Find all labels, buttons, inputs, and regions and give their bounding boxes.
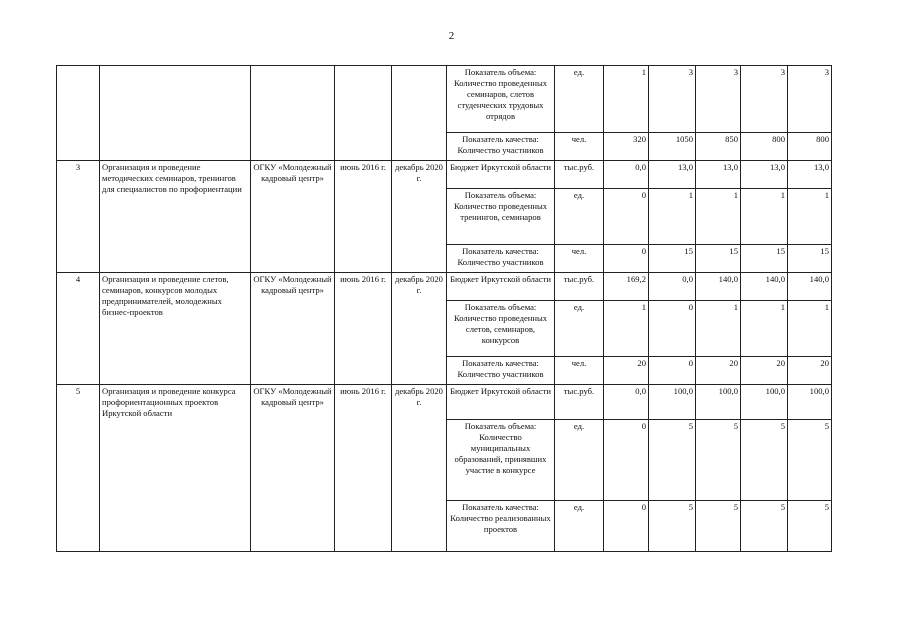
start-date: июнь 2016 г.	[335, 273, 392, 385]
indicator-value: 0,0	[604, 161, 649, 189]
indicator-value: 1	[741, 301, 788, 357]
indicator-value: 20	[788, 357, 832, 385]
indicator-value: 100,0	[696, 385, 741, 420]
indicator-value: 0,0	[649, 273, 696, 301]
indicator-unit: тыс.руб.	[555, 385, 604, 420]
activity-title: Организация и проведение методических семинаров, тренингов для специалистов по профориентации	[100, 161, 251, 273]
row-number: 3	[57, 161, 100, 273]
indicator-value: 5	[788, 501, 832, 552]
table-row	[57, 161, 832, 189]
executor: ОГКУ «Молодежный кадровый центр»	[251, 161, 335, 273]
row-number: 4	[57, 273, 100, 385]
indicator-value: 3	[788, 66, 832, 133]
indicator-value: 5	[741, 501, 788, 552]
indicator-value: 5	[696, 501, 741, 552]
program-table	[56, 65, 832, 552]
indicator-value: 0	[649, 357, 696, 385]
title-cell	[100, 66, 251, 161]
start-cell	[335, 66, 392, 161]
indicator-value: 1	[604, 301, 649, 357]
indicator-name: Показатель качества: Количество участников	[447, 357, 555, 385]
indicator-value: 5	[696, 420, 741, 501]
indicator-value: 5	[788, 420, 832, 501]
indicator-name: Показатель объема: Количество проведенных семинаров, слетов студенческих трудовых отрядов	[447, 66, 555, 133]
end-cell	[392, 66, 447, 161]
indicator-unit: ед.	[555, 301, 604, 357]
num-cell	[57, 66, 100, 161]
indicator-value: 13,0	[741, 161, 788, 189]
indicator-unit: чел.	[555, 245, 604, 273]
indicator-value: 0	[649, 301, 696, 357]
table-row	[57, 385, 832, 420]
indicator-value: 13,0	[788, 161, 832, 189]
indicator-value: 5	[649, 501, 696, 552]
indicator-value: 3	[649, 66, 696, 133]
table-row	[57, 66, 832, 133]
indicator-name: Бюджет Иркутской области	[447, 273, 555, 301]
indicator-value: 5	[741, 420, 788, 501]
start-date: июнь 2016 г.	[335, 385, 392, 552]
end-date: декабрь 2020 г.	[392, 385, 447, 552]
indicator-value: 169,2	[604, 273, 649, 301]
table-row	[57, 273, 832, 301]
indicator-value: 15	[788, 245, 832, 273]
indicator-value: 0,0	[604, 385, 649, 420]
indicator-value: 1	[788, 189, 832, 245]
indicator-value: 850	[696, 133, 741, 161]
indicator-value: 15	[696, 245, 741, 273]
executor: ОГКУ «Молодежный кадровый центр»	[251, 385, 335, 552]
indicator-value: 1	[604, 66, 649, 133]
indicator-value: 3	[696, 66, 741, 133]
indicator-unit: тыс.руб.	[555, 161, 604, 189]
indicator-name: Бюджет Иркутской области	[447, 161, 555, 189]
end-date: декабрь 2020 г.	[392, 273, 447, 385]
activity-title: Организация и проведение конкурса профориентационных проектов Иркутской области	[100, 385, 251, 552]
indicator-value: 140,0	[741, 273, 788, 301]
indicator-unit: ед.	[555, 501, 604, 552]
indicator-unit: чел.	[555, 357, 604, 385]
indicator-value: 20	[696, 357, 741, 385]
indicator-value: 20	[741, 357, 788, 385]
executor-cell	[251, 66, 335, 161]
indicator-value: 1	[649, 189, 696, 245]
indicator-value: 320	[604, 133, 649, 161]
indicator-unit: тыс.руб.	[555, 273, 604, 301]
indicator-value: 100,0	[788, 385, 832, 420]
indicator-name: Показатель качества: Количество реализованных проектов	[447, 501, 555, 552]
indicator-name: Показатель качества: Количество участников	[447, 245, 555, 273]
indicator-name: Бюджет Иркутской области	[447, 385, 555, 420]
start-date: июнь 2016 г.	[335, 161, 392, 273]
indicator-unit: ед.	[555, 189, 604, 245]
executor: ОГКУ «Молодежный кадровый центр»	[251, 273, 335, 385]
indicator-value: 0	[604, 189, 649, 245]
indicator-value: 15	[741, 245, 788, 273]
indicator-value: 140,0	[788, 273, 832, 301]
indicator-value: 1050	[649, 133, 696, 161]
indicator-value: 20	[604, 357, 649, 385]
indicator-value: 140,0	[696, 273, 741, 301]
page-number: 2	[448, 30, 455, 42]
row-number: 5	[57, 385, 100, 552]
indicator-value: 0	[604, 245, 649, 273]
indicator-name: Показатель объема: Количество проведенных слетов, семинаров, конкурсов	[447, 301, 555, 357]
indicator-unit: ед.	[555, 420, 604, 501]
indicator-value: 13,0	[649, 161, 696, 189]
activity-title: Организация и проведение слетов, семинаров, конкурсов молодых предпринимателей, молодежных бизнес-проектов	[100, 273, 251, 385]
indicator-name: Показатель объема: Количество проведенных тренингов, семинаров	[447, 189, 555, 245]
indicator-value: 1	[696, 189, 741, 245]
indicator-unit: ед.	[555, 66, 604, 133]
indicator-value: 13,0	[696, 161, 741, 189]
indicator-value: 1	[741, 189, 788, 245]
indicator-value: 100,0	[741, 385, 788, 420]
indicator-name: Показатель качества: Количество участников	[447, 133, 555, 161]
indicator-value: 1	[696, 301, 741, 357]
indicator-name: Показатель объема: Количество муниципальных образований, принявших участие в конкурсе	[447, 420, 555, 501]
end-date: декабрь 2020 г.	[392, 161, 447, 273]
indicator-value: 5	[649, 420, 696, 501]
indicator-value: 1	[788, 301, 832, 357]
indicator-value: 0	[604, 501, 649, 552]
indicator-value: 0	[604, 420, 649, 501]
indicator-value: 100,0	[649, 385, 696, 420]
indicator-value: 15	[649, 245, 696, 273]
indicator-value: 800	[788, 133, 832, 161]
indicator-unit: чел.	[555, 133, 604, 161]
indicator-value: 800	[741, 133, 788, 161]
indicator-value: 3	[741, 66, 788, 133]
